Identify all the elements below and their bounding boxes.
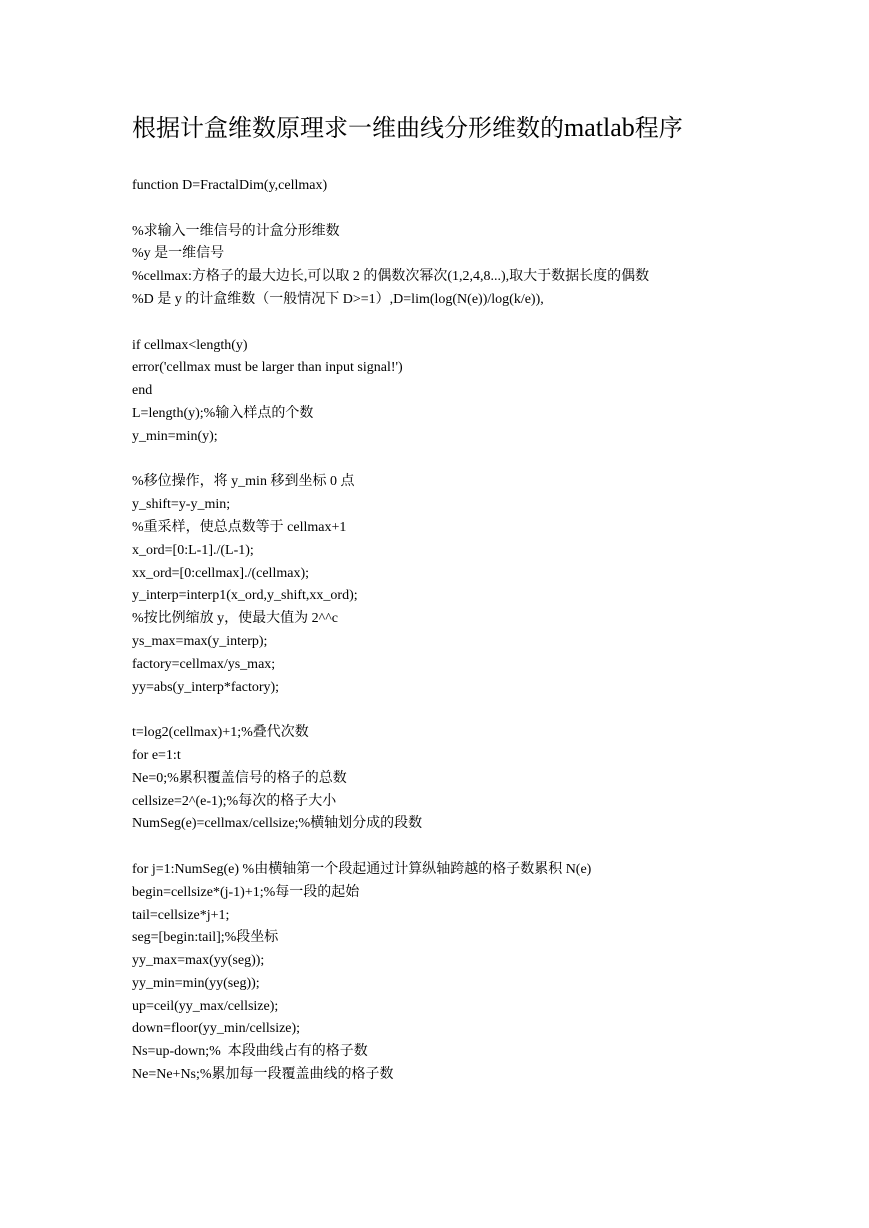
code-line: %cellmax:方格子的最大边长,可以取 2 的偶数次幂次(1,2,4,8...),取大于数据长度的偶数	[132, 269, 650, 285]
code-line: Ne=Ne+Ns;%累加每一段覆盖曲线的格子数	[132, 1067, 394, 1083]
code-line: up=ceil(yy_max/cellsize);	[132, 998, 279, 1014]
code-line: function D=FractalDim(y,cellmax)	[132, 178, 328, 193]
code-line: %求输入一维信号的计盒分形维数	[132, 223, 340, 239]
code-line: ys_max=max(y_interp);	[132, 633, 268, 649]
code-line: NumSeg(e)=cellmax/cellsize;%横轴划分成的段数	[132, 816, 423, 832]
code-listing	[132, 175, 852, 1087]
code-line: %移位操作，将 y_min 移到坐标 0 点	[132, 474, 355, 490]
code-line: down=floor(yy_min/cellsize);	[132, 1021, 301, 1037]
code-line: end	[132, 383, 153, 399]
code-line: %重采样，使总点数等于 cellmax+1	[132, 519, 347, 535]
code-line: L=length(y);%输入样点的个数	[132, 405, 314, 421]
title-latin: matlab	[564, 113, 635, 142]
code-line: tail=cellsize*j+1;	[132, 907, 230, 923]
code-line: if cellmax<length(y)	[132, 337, 248, 353]
blank-line	[132, 198, 852, 221]
code-line: for j=1:NumSeg(e) %由横轴第一个段起通过计算纵轴跨越的格子数累积 N(e)	[132, 861, 592, 877]
code-line: cellsize=2^(e-1);%每次的格子大小	[132, 793, 337, 809]
code-line: t=log2(cellmax)+1;%叠代次数	[132, 725, 309, 741]
title-cjk-suffix: 程序	[634, 114, 683, 142]
code-line: x_ord=[0:L-1]./(L-1);	[132, 542, 254, 558]
blank-line	[132, 836, 852, 859]
code-line: begin=cellsize*(j-1)+1;%每一段的起始	[132, 884, 360, 900]
code-line: y_interp=interp1(x_ord,y_shift,xx_ord);	[132, 588, 358, 604]
code-line: yy=abs(y_interp*factory);	[132, 679, 280, 695]
code-line: yy_min=min(yy(seg));	[132, 975, 260, 991]
title-cjk-prefix: 根据计盒维数原理求一维曲线分形维数的	[132, 114, 564, 142]
blank-line	[132, 449, 852, 472]
code-line: %y 是一维信号	[132, 246, 225, 262]
code-line: factory=cellmax/ys_max;	[132, 656, 276, 672]
code-line: for e=1:t	[132, 747, 181, 763]
code-line: y_shift=y-y_min;	[132, 497, 231, 513]
code-line: yy_max=max(yy(seg));	[132, 953, 265, 969]
blank-line	[132, 699, 852, 722]
code-line: Ns=up-down;% 本段曲线占有的格子数	[132, 1044, 368, 1060]
page-title	[132, 108, 852, 148]
blank-line	[132, 312, 852, 335]
code-line: %按比例缩放 y，使最大值为 2^^c	[132, 611, 339, 627]
code-line: Ne=0;%累积覆盖信号的格子的总数	[132, 770, 347, 786]
code-line: xx_ord=[0:cellmax]./(cellmax);	[132, 565, 309, 581]
code-line: %D 是 y 的计盒维数（一般情况下 D>=1）,D=lim(log(N(e))/log(k/e)),	[132, 291, 544, 307]
code-line: y_min=min(y);	[132, 428, 218, 444]
code-line: seg=[begin:tail];%段坐标	[132, 930, 279, 946]
code-line: error('cellmax must be larger than input signal!')	[132, 360, 403, 376]
